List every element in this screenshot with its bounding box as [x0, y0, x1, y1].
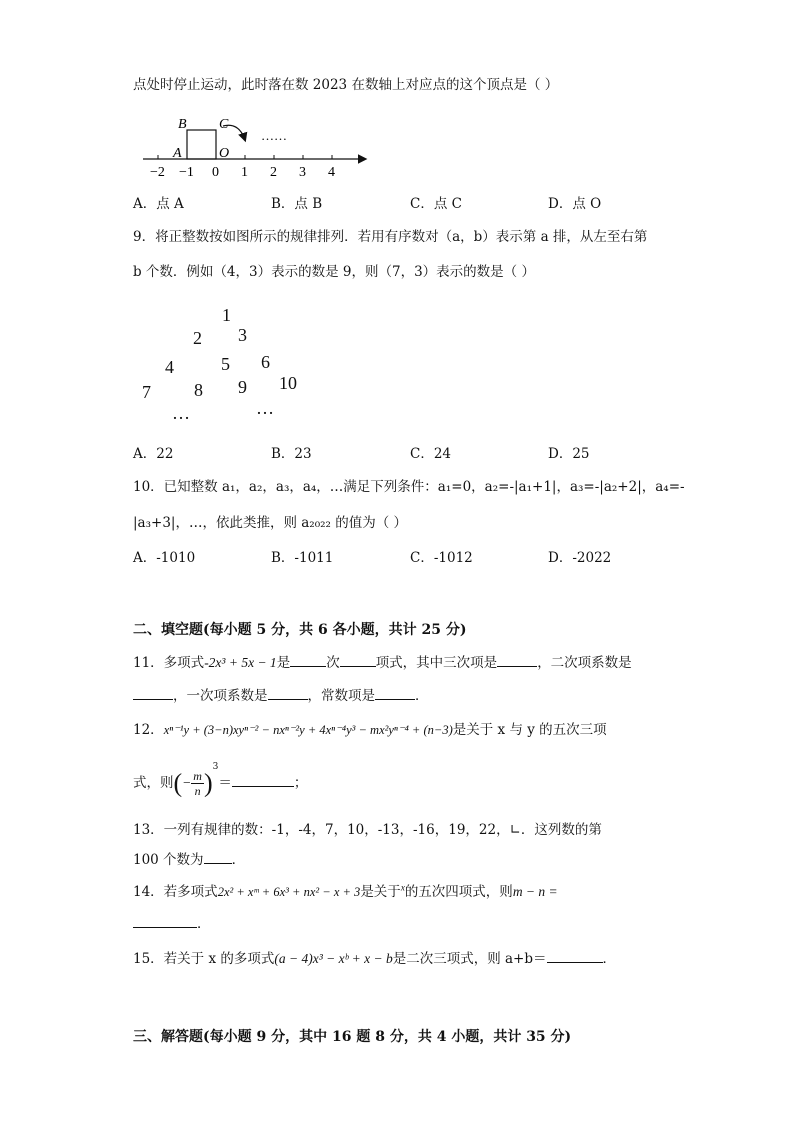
label-C: C	[219, 117, 229, 132]
q13-line2	[133, 848, 245, 868]
q14-ask: m − n =	[512, 884, 558, 899]
q12-fraction	[191, 769, 204, 798]
q15-expression: (a − 4)x³ − xᵇ + x − b	[274, 951, 393, 966]
q9-option-a[interactable]: A．22	[133, 446, 174, 462]
q12-close-paren: )	[203, 768, 213, 798]
tick-label: 4	[328, 165, 335, 180]
frac-denominator: n	[194, 784, 201, 798]
q15-prefix: 15．若关于 x 的多项式	[133, 951, 275, 967]
tri-number: 9	[238, 377, 247, 397]
label-B: B	[178, 117, 187, 132]
frac-numerator: m	[193, 769, 202, 783]
tri-ellipsis: …	[172, 403, 190, 423]
tri-number: 7	[142, 382, 151, 402]
q14-blank-answer[interactable]	[133, 915, 197, 928]
q8-option-a[interactable]: A．点 A	[133, 196, 184, 212]
q10-option-b[interactable]: B．-1011	[271, 550, 334, 566]
tri-number: 4	[165, 357, 174, 377]
q8-option-b[interactable]: B．点 B	[271, 196, 323, 212]
q11-text: 项式，其中三次项是	[375, 655, 498, 671]
q11-blank-quadratic-coef[interactable]	[133, 687, 173, 700]
q12-line2	[133, 762, 307, 799]
q11-text: ，二次项系数是	[537, 655, 632, 671]
q12-blank-answer[interactable]	[232, 774, 294, 787]
q8-number-line-figure	[135, 112, 375, 182]
tick-label: −2	[150, 165, 165, 180]
q11-line2	[133, 684, 429, 704]
q11-blank-constant[interactable]	[375, 687, 415, 700]
section-2-title: 二、填空题(每小题 5 分，共 6 各小题，共计 25 分)	[133, 622, 467, 638]
q12-end: ；	[293, 775, 308, 791]
q11-expression: -2x³ + 5x − 1	[204, 655, 277, 670]
q11-line1	[133, 651, 632, 671]
q14-expression: 2x² + xᵐ + 6x³ + nx² − x + 3	[217, 885, 361, 899]
q11-blank-terms[interactable]	[340, 654, 376, 667]
q12-prefix: 式，则	[133, 775, 174, 791]
q11-text: 次	[326, 655, 340, 671]
q10-option-a[interactable]: A．-1010	[133, 550, 196, 566]
q11-blank-degree[interactable]	[290, 654, 326, 667]
q11-text: ，一次项系数是	[173, 688, 268, 704]
tri-number: 6	[261, 352, 270, 372]
q9-stem-line2: b 个数．例如（4，3）表示的数是 9，则（7，3）表示的数是（ ）	[133, 264, 535, 280]
q11-text: 是	[276, 655, 291, 671]
q12-line1	[133, 718, 607, 738]
q14-prefix: 14．若多项式	[133, 884, 218, 900]
tick-label: 0	[212, 165, 219, 180]
q13-prefix: 100 个数为	[133, 852, 204, 868]
q12-equals: ＝	[218, 775, 232, 791]
q9-option-c[interactable]: C．24	[410, 446, 452, 462]
q13-blank-answer[interactable]	[204, 851, 232, 864]
tri-number: 1	[222, 305, 231, 325]
q12-number: 12．	[133, 722, 164, 738]
square	[187, 130, 216, 159]
q11-prefix: 11．多项式	[133, 655, 205, 671]
q12-tail: 是关于 x 与 y 的五次三项	[452, 722, 607, 738]
q10-option-d[interactable]: D．-2022	[548, 550, 612, 566]
tick-label: 1	[241, 165, 248, 180]
axis-ticks	[158, 155, 332, 159]
tick-label: 3	[299, 165, 306, 180]
q11-text: ，常数项是	[307, 688, 375, 704]
q13-line1: 13．一列有规律的数：-1，-4，7，10，-13，-16，19，22，∟．这列数的第	[133, 822, 602, 838]
tri-number: 5	[221, 354, 230, 374]
q12-expression: xⁿ⁻¹y + (3−n)xyⁿ⁻² − nxⁿ⁻²y + 4xⁿ⁻⁴y³ − mx²yⁿ⁻⁴ + (n−3)	[163, 723, 453, 737]
tri-number: 10	[279, 373, 297, 393]
q15-end: ．	[602, 951, 617, 967]
q9-option-b[interactable]: B．23	[271, 446, 312, 462]
q8-stem-tail: 点处时停止运动，此时落在数 2023 在数轴上对应点的这个顶点是（ ）	[133, 77, 559, 93]
q13-end: ．	[231, 852, 246, 868]
q10-stem-line1: 10．已知整数 a₁，a₂，a₃，a₄，…满足下列条件：a₁=0，a₂=-|a₁+1|，a₃=-|a₂+2|，a₄=-	[133, 479, 685, 495]
q12-minus: −	[182, 775, 192, 790]
tick-label: 2	[270, 165, 277, 180]
tri-ellipsis: …	[256, 398, 274, 418]
q10-stem-line2: |a₃+3|，…，依此类推，则 a₂₀₂₂ 的值为（ ）	[133, 515, 408, 531]
q14-line2	[133, 912, 211, 932]
q9-stem-line1: 9．将正整数按如图所示的规律排列．若用有序数对（a，b）表示第 a 排，从左至右第	[133, 229, 648, 245]
section-3-title: 三、解答题(每小题 9 分，其中 16 题 8 分，共 4 小题，共计 35 分)	[133, 1029, 572, 1045]
q10-option-c[interactable]: C．-1012	[410, 550, 473, 566]
q14-end: ．	[197, 916, 211, 932]
q9-option-d[interactable]: D．25	[548, 446, 590, 462]
q14-x: x	[400, 882, 405, 893]
tri-number: 8	[194, 380, 203, 400]
tick-label: −1	[179, 165, 194, 180]
q15-line	[133, 947, 616, 967]
label-dots: ……	[261, 128, 287, 143]
q11-end: ．	[415, 688, 429, 704]
q14-text: 是关于	[360, 884, 401, 900]
label-O: O	[219, 146, 230, 161]
tri-number: 2	[193, 328, 202, 348]
q8-option-d[interactable]: D．点 O	[548, 196, 602, 212]
q12-exponent: 3	[212, 762, 219, 772]
q14-line1	[133, 880, 558, 900]
q15-text: 是二次三项式，则 a+b＝	[392, 951, 547, 967]
q14-text: 的五次四项式，则	[404, 884, 513, 900]
label-A: A	[173, 146, 182, 161]
q12-open-paren: (	[173, 768, 183, 798]
tri-number: 3	[238, 325, 247, 345]
q15-blank-answer[interactable]	[547, 950, 603, 963]
q11-blank-linear-coef[interactable]	[268, 687, 308, 700]
q11-blank-cubic-term[interactable]	[497, 654, 537, 667]
q8-option-c[interactable]: C．点 C	[410, 196, 462, 212]
